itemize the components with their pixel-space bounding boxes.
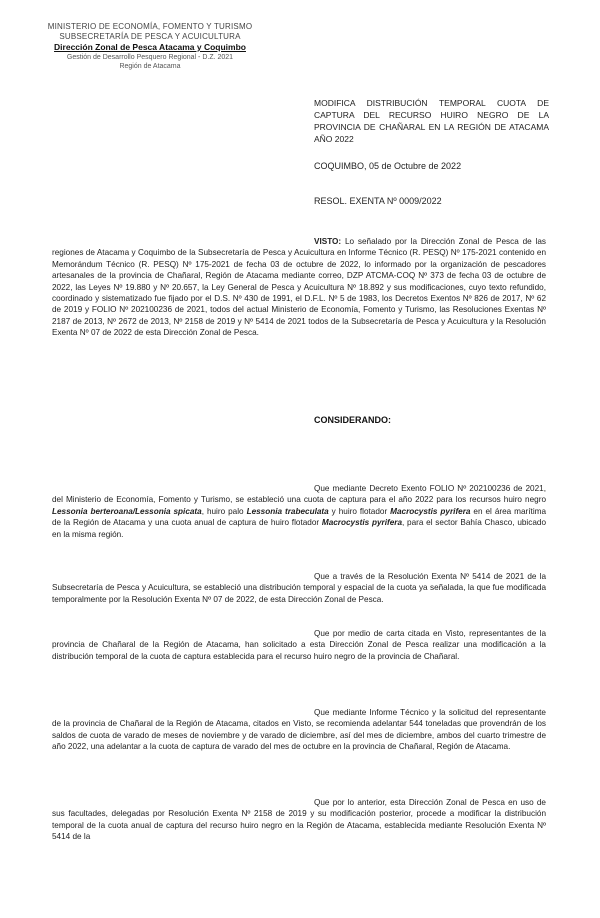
- zonal-direction-line: Dirección Zonal de Pesca Atacama y Coquimbo: [54, 42, 246, 52]
- place-date: COQUIMBO, 05 de Octubre de 2022: [314, 161, 462, 171]
- text-run: , huiro palo: [201, 506, 247, 516]
- text-run: , para el sector Bahía Chasco, ubicado en la misma región.: [52, 518, 546, 539]
- letterhead: [30, 22, 270, 71]
- considerando-heading: CONSIDERANDO:: [314, 415, 392, 425]
- considerando-paragraph-1: [52, 483, 546, 540]
- text-run: Que mediante Decreto Exento FOLIO Nº 202100236 de 2021, del Ministerio de Economía, Fomento y Turismo, se estableció una cuota de captura para el año 2022 para los recursos huiro negro: [52, 484, 546, 505]
- visto-label: VISTO:: [314, 237, 342, 246]
- considerando-paragraph-4: Que mediante Informe Técnico y la solicitud del representante de la provincia de Chañaral de la Región de Atacama, citados en Visto, se recomienda adelantar 544 toneladas que provendrán de los saldos de cuota de varado de meses de noviembre y de varado de diciembre, así del mes de diciembre, ambos del cuarto trimestre de año 2022, una adelantar a la cuota de captura de varado del mes de octubre en la provincia de Chañaral, Región de Atacama.: [52, 708, 546, 752]
- resolution-number: RESOL. EXENTA Nº 0009/2022: [314, 196, 442, 206]
- ministry-line: MINISTERIO DE ECONOMÍA, FOMENTO Y TURISMO: [47, 22, 253, 31]
- region-line: Región de Atacama: [119, 63, 181, 70]
- species-name: Lessonia trabeculata: [246, 506, 329, 516]
- subsecretary-line: SUBSECRETARÍA DE PESCA Y ACUICULTURA: [59, 32, 241, 41]
- species-name: Lessonia berteroana/Lessonia spicata: [52, 506, 202, 516]
- resolution-title: MODIFICA DISTRIBUCIÓN TEMPORAL CUOTA DE CAPTURA DEL RECURSO HUIRO NEGRO DE LA PROVINCIA DE CHAÑARAL EN LA REGIÓN DE ATACAMA AÑO 2022: [314, 98, 549, 144]
- considerando-paragraph-3: Que por medio de carta citada en Visto, representantes de la provincia de Chañaral de la Región de Atacama, han solicitado a esta Dirección Zonal de Pesca realizar una modificación a la distribución temporal de la cuota de captura establecida para el recurso huiro negro de la provincia de Chañaral.: [52, 629, 546, 661]
- considerando-paragraph-5: Que por lo anterior, esta Dirección Zonal de Pesca en uso de sus facultades, delegadas por Resolución Exenta Nº 2158 de 2019 y su modificación posterior, procede a modificar la distribución temporal de la cuota anual de captura del recurso huiro negro en la Región de Atacama, establecida mediante Resolución Exenta Nº 5414 de la: [52, 798, 546, 842]
- considerando-paragraph-2: Que a través de la Resolución Exenta Nº 5414 de 2021 de la Subsecretaría de Pesca y Acuicultura, se estableció una distribución temporal y espacial de la cuota ya señalada, la que fue modificada temporalmente por la Resolución Exenta Nº 07 de 2022, de esta Dirección Zonal de Pesca.: [52, 572, 546, 604]
- species-name: Macrocystis pyrifera: [390, 506, 471, 516]
- species-name: Macrocystis pyrifera: [321, 518, 402, 528]
- department-line: Gestión de Desarrollo Pesquero Regional - D.Z. 2021: [66, 54, 234, 61]
- visto-paragraph: [52, 236, 546, 339]
- text-run: y huiro flotador: [328, 506, 391, 516]
- text-run: en el área marítima de la Región de Atacama y una cuota anual de captura de huiro flotador: [52, 506, 547, 528]
- visto-text: Lo señalado por la Dirección Zonal de Pesca de las regiones de Atacama y Coquimbo de la Subsecretaría de Pesca y Acuicultura en Informe Técnico (R. PESQ) Nº 175-2021 contenido en Memorándum Técnico (R. PESQ) Nº 175-2021 de fecha 03 de octubre de 2022, lo informado por la organización de pescadores artesanales de la provincia de Chañaral, Región de Atacama mediante correo, DZP ATCMA-COQ Nº 373 de fecha 03 de octubre de 2022, las Leyes Nº 19.880 y Nº 20.657, la Ley General de Pesca y Acuicultura Nº 18.892 y sus modificaciones, cuyo texto refundido, coordinado y sistematizado fue fijado por el D.S. Nº 430 de 1991, el D.F.L. Nº 5 de 1983, los Decretos Exentos Nº 826 de 2017, Nº 62 de 2019 y FOLIO Nº 202100236 de 2021, todos del actual Ministerio de Economía, Fomento y Turismo, las Resoluciones Exentas Nº 2187 de 2013, Nº 2672 de 2013, Nº 2158 de 2019 y Nº 5414 de 2021 todos de la Subsecretaría de Pesca y Acuicultura y la Resolución Exenta Nº 07 de 2022 de esta Dirección Zonal de Pesca.: [52, 237, 546, 338]
